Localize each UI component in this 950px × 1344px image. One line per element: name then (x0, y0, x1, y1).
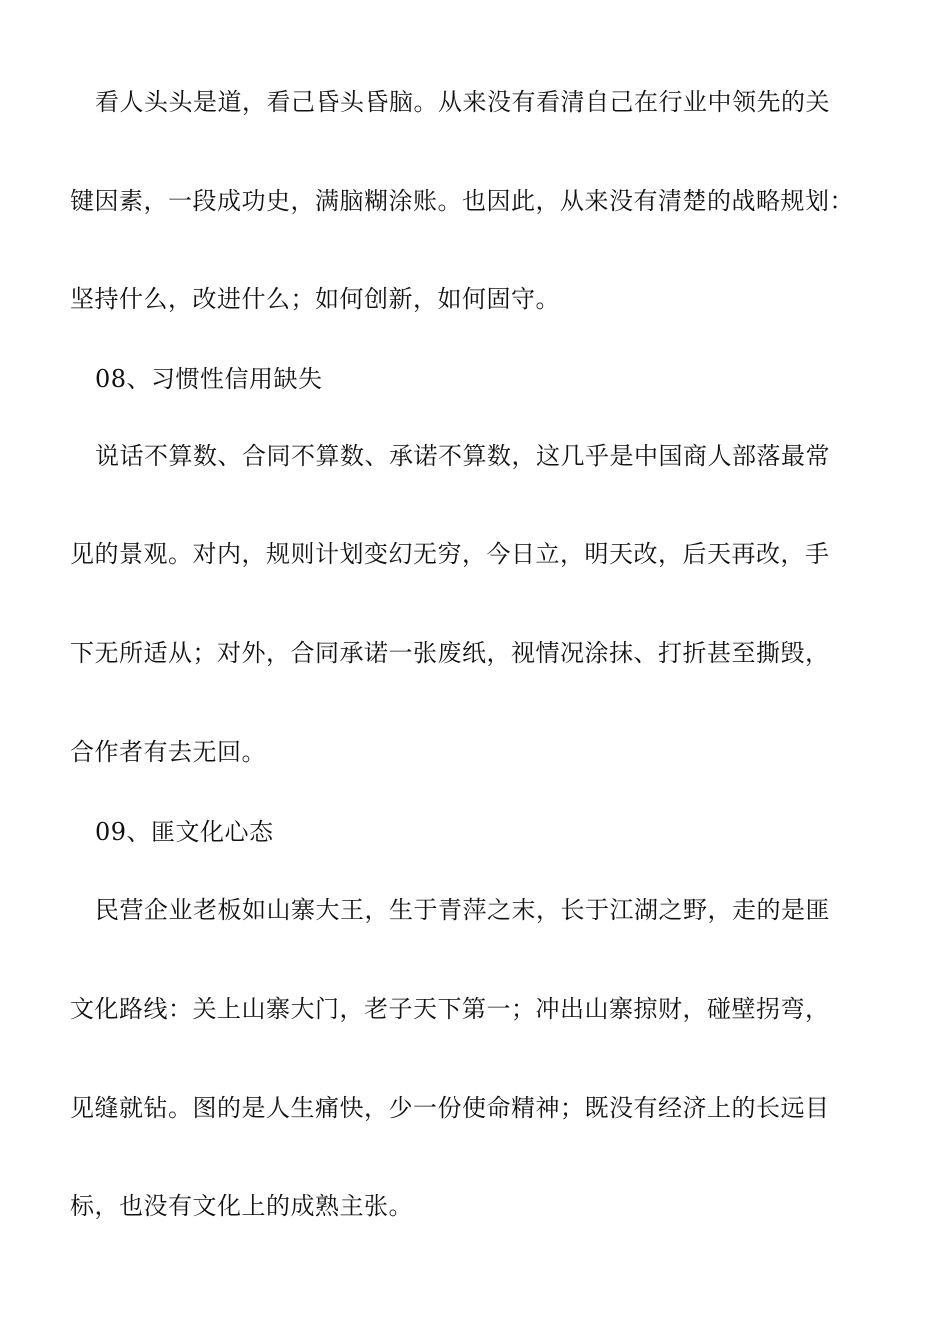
paragraph-line: 见的景观。对内，规则计划变幻无穷，今日立，明天改，后天再改，手 (70, 540, 830, 568)
paragraph-line: 标，也没有文化上的成熟主张。 (70, 1192, 413, 1220)
paragraph-line: 文化路线：关上山寨大门，老子天下第一；冲出山寨掠财，碰壁拐弯， (70, 995, 830, 1023)
paragraph-line: 看人头头是道，看己昏头昏脑。从来没有看清自己在行业中领先的关 (95, 88, 830, 116)
paragraph-line: 民营企业老板如山寨大王，生于青萍之末，长于江湖之野，走的是匪 (95, 896, 830, 924)
paragraph-line: 坚持什么，改进什么；如何创新，如何固守。 (70, 285, 560, 313)
paragraph-line: 键因素，一段成功史，满脑糊涂账。也因此，从来没有清楚的战略规划： (70, 187, 854, 215)
paragraph-line: 说话不算数、合同不算数、承诺不算数，这几乎是中国商人部落最常 (95, 442, 830, 470)
paragraph-line: 见缝就钻。图的是人生痛快，少一份使命精神；既没有经济上的长远目 (70, 1094, 830, 1122)
paragraph-line: 下无所适从；对外，合同承诺一张废纸，视情况涂抹、打折甚至撕毁， (70, 639, 830, 667)
section-heading: 08、习惯性信用缺失 (95, 365, 323, 393)
section-heading: 09、匪文化心态 (95, 818, 274, 846)
paragraph-line: 合作者有去无回。 (70, 738, 266, 766)
